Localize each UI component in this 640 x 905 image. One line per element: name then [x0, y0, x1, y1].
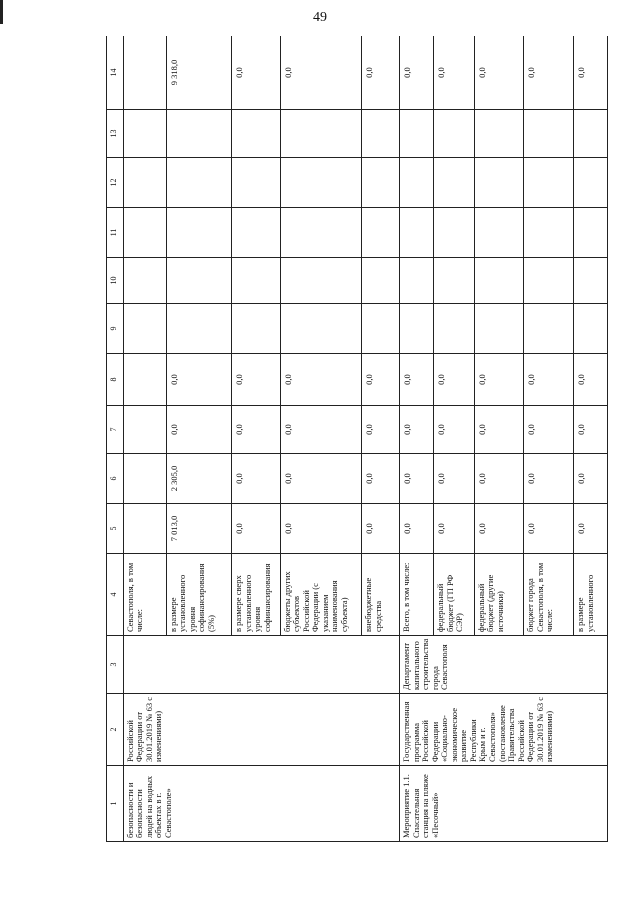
source-label: бюджет города Севастополя, в том числе:	[524, 554, 574, 636]
value-cell: 0,0	[434, 504, 475, 554]
value-cell	[474, 208, 524, 258]
value-cell: 0,0	[474, 406, 524, 454]
value-cell: 0,0	[232, 454, 281, 504]
measure-name-cell: Мероприятие 1.1. Спасательная станция на пляже «Песочный»	[400, 766, 608, 842]
total-cell	[123, 36, 166, 110]
value-cell	[524, 258, 574, 304]
value-cell: 0,0	[280, 504, 361, 554]
value-cell	[524, 158, 574, 208]
source-label: в размере установленного уровня софинансирования (5%)	[166, 554, 231, 636]
value-cell: 0,0	[434, 406, 475, 454]
value-cell	[434, 110, 475, 158]
value-cell: 0,0	[524, 354, 574, 406]
rotated-table-wrapper	[106, 36, 608, 842]
rotated-table	[106, 36, 608, 842]
value-cell	[123, 504, 166, 554]
value-cell	[574, 110, 608, 158]
value-cell	[574, 258, 608, 304]
value-cell	[123, 454, 166, 504]
value-cell	[524, 304, 574, 354]
header-cell: 14	[107, 36, 124, 110]
source-label: федеральный бюджет (другие источники)	[474, 554, 524, 636]
value-cell	[474, 258, 524, 304]
value-cell: 0,0	[400, 504, 434, 554]
value-cell: 0,0	[232, 504, 281, 554]
value-cell: 0,0	[474, 504, 524, 554]
value-cell: 0,0	[524, 504, 574, 554]
value-cell	[280, 110, 361, 158]
value-cell: 0,0	[362, 406, 400, 454]
header-cell: 11	[107, 208, 124, 258]
header-cell: 3	[107, 636, 124, 694]
value-cell	[474, 158, 524, 208]
value-cell	[123, 258, 166, 304]
value-cell	[123, 304, 166, 354]
value-cell: 0,0	[280, 406, 361, 454]
value-cell	[166, 208, 231, 258]
executor-cell	[123, 636, 399, 694]
value-cell: 0,0	[166, 406, 231, 454]
header-cell: 4	[107, 554, 124, 636]
header-cell: 2	[107, 694, 124, 766]
total-cell: 0,0	[232, 36, 281, 110]
value-cell	[474, 304, 524, 354]
value-cell	[123, 110, 166, 158]
value-cell	[280, 208, 361, 258]
value-cell: 0,0	[474, 354, 524, 406]
header-cell: 8	[107, 354, 124, 406]
header-cell: 7	[107, 406, 124, 454]
total-cell: 0,0	[524, 36, 574, 110]
total-cell: 0,0	[280, 36, 361, 110]
value-cell: 0,0	[434, 454, 475, 504]
value-cell	[434, 208, 475, 258]
value-cell: 0,0	[166, 354, 231, 406]
value-cell	[362, 258, 400, 304]
value-cell	[123, 158, 166, 208]
value-cell: 2 305,0	[166, 454, 231, 504]
value-cell	[574, 304, 608, 354]
value-cell	[474, 110, 524, 158]
source-label: внебюджетные средства	[362, 554, 400, 636]
value-cell: 0,0	[362, 504, 400, 554]
value-cell: 0,0	[524, 406, 574, 454]
value-cell	[232, 304, 281, 354]
header-cell: 5	[107, 504, 124, 554]
value-cell	[123, 406, 166, 454]
program-basis-cell: Государственная программа Российской Федерации «Социально-экономическое развитие Республики Крым и г. Севастополя» (постановление Правительства Российской Федерации от 30.01.2019 № 63 с изменениями)	[400, 694, 608, 766]
value-cell	[400, 208, 434, 258]
value-cell	[434, 304, 475, 354]
header-cell: 10	[107, 258, 124, 304]
value-cell: 0,0	[574, 354, 608, 406]
total-cell: 0,0	[434, 36, 475, 110]
total-cell: 9 318,0	[166, 36, 231, 110]
value-cell: 0,0	[280, 454, 361, 504]
value-cell: 0,0	[232, 354, 281, 406]
value-cell	[280, 258, 361, 304]
value-cell: 0,0	[574, 504, 608, 554]
value-cell: 0,0	[362, 454, 400, 504]
value-cell	[574, 158, 608, 208]
program-name-cell: безопасности и безопасности людей на водных объектах в г. Севастополе»	[123, 766, 399, 842]
table-row	[400, 36, 434, 842]
source-label: Всего, в том числе:	[400, 554, 434, 636]
value-cell	[232, 110, 281, 158]
value-cell	[123, 354, 166, 406]
total-cell: 0,0	[362, 36, 400, 110]
funding-table	[106, 36, 608, 842]
source-label: Севастополя, в том числе:	[123, 554, 166, 636]
value-cell	[166, 258, 231, 304]
value-cell	[574, 208, 608, 258]
page-number: 49	[313, 10, 327, 25]
value-cell: 0,0	[574, 406, 608, 454]
value-cell: 0,0	[434, 354, 475, 406]
header-cell: 6	[107, 454, 124, 504]
value-cell: 7 013,0	[166, 504, 231, 554]
value-cell: 0,0	[400, 354, 434, 406]
value-cell	[232, 158, 281, 208]
value-cell	[400, 304, 434, 354]
value-cell	[362, 208, 400, 258]
header-cell: 9	[107, 304, 124, 354]
value-cell	[280, 304, 361, 354]
value-cell: 0,0	[280, 354, 361, 406]
source-label: в размере сверх установленного уровня софинансирования	[232, 554, 281, 636]
program-basis-cell: Российской Федерации от 30.01.2019 № 63 с изменениями)	[123, 694, 399, 766]
source-label: в размере установленного	[574, 554, 608, 636]
value-cell	[400, 110, 434, 158]
value-cell	[232, 208, 281, 258]
value-cell	[524, 208, 574, 258]
total-cell: 0,0	[400, 36, 434, 110]
value-cell	[232, 258, 281, 304]
value-cell	[524, 110, 574, 158]
value-cell	[362, 304, 400, 354]
executor-cell: Департамент капитального строительства города Севастополя	[400, 636, 608, 694]
value-cell: 0,0	[524, 454, 574, 504]
value-cell: 0,0	[574, 454, 608, 504]
total-cell: 0,0	[474, 36, 524, 110]
value-cell	[123, 208, 166, 258]
table-row	[123, 36, 166, 842]
value-cell	[434, 258, 475, 304]
header-cell: 13	[107, 110, 124, 158]
value-cell: 0,0	[400, 406, 434, 454]
source-label: федеральный бюджет (ГП РФ СЭР)	[434, 554, 475, 636]
value-cell	[400, 258, 434, 304]
value-cell	[400, 158, 434, 208]
value-cell: 0,0	[232, 406, 281, 454]
value-cell: 0,0	[400, 454, 434, 504]
value-cell	[166, 158, 231, 208]
header-row	[107, 36, 124, 842]
total-cell: 0,0	[574, 36, 608, 110]
value-cell	[362, 158, 400, 208]
value-cell	[280, 158, 361, 208]
value-cell	[434, 158, 475, 208]
value-cell: 0,0	[474, 454, 524, 504]
value-cell	[362, 110, 400, 158]
value-cell: 0,0	[362, 354, 400, 406]
value-cell	[166, 110, 231, 158]
header-cell: 1	[107, 766, 124, 842]
header-cell: 12	[107, 158, 124, 208]
value-cell	[166, 304, 231, 354]
source-label: бюджеты других субъектов Российской Федерации (с указанием наименования субъекта)	[280, 554, 361, 636]
